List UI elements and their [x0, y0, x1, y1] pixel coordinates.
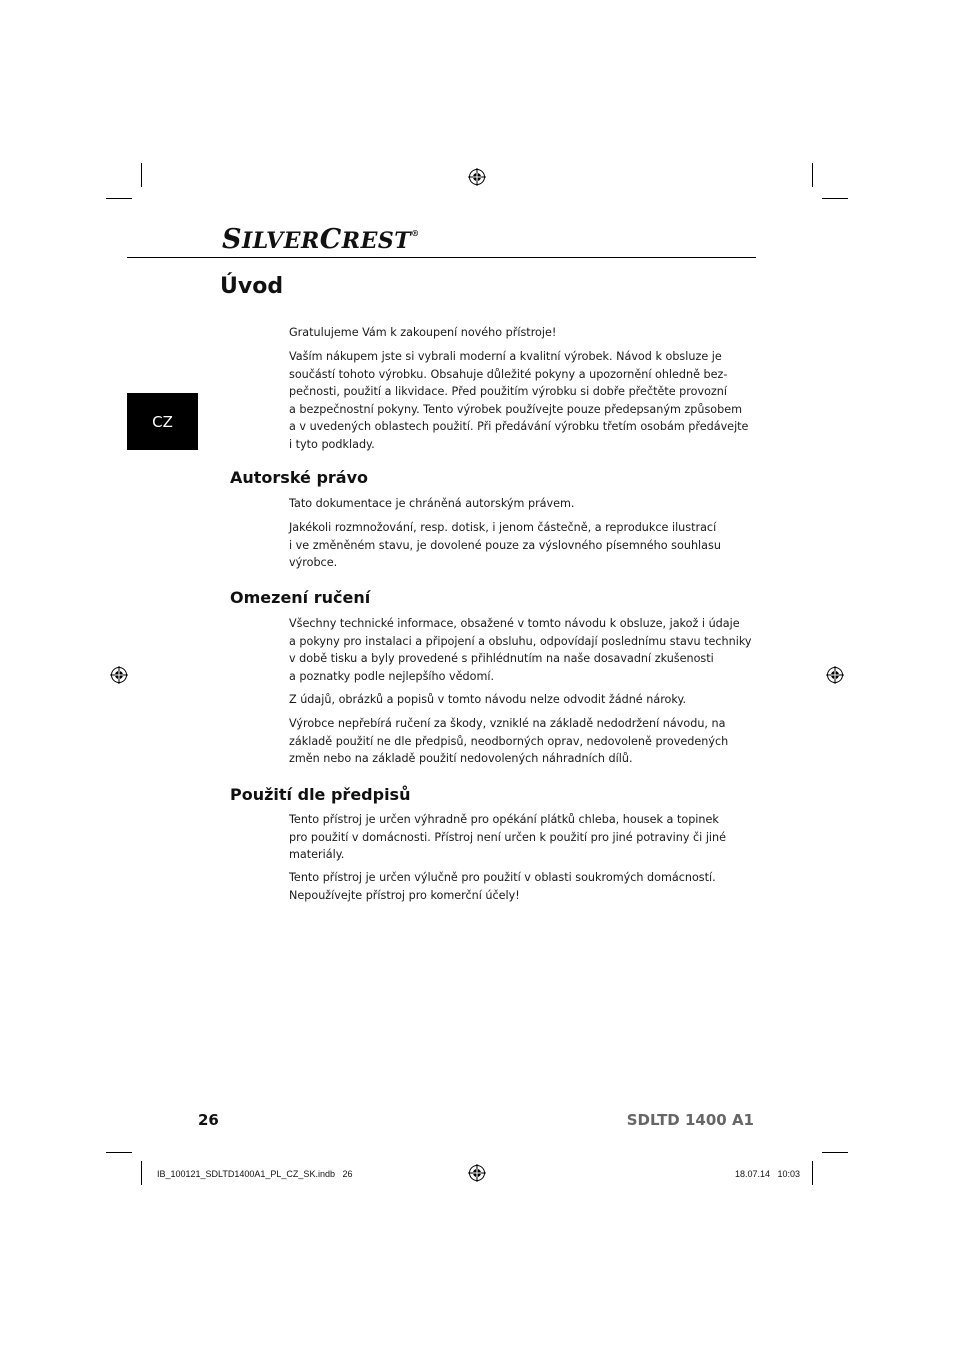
crop-mark	[106, 198, 132, 199]
crop-mark	[812, 163, 813, 187]
print-slug-file: IB_100121_SDLTD1400A1_PL_CZ_SK.indb 26	[157, 1169, 353, 1179]
registration-mark-icon	[468, 168, 486, 186]
print-slug-date: 18.07.14 10:03	[735, 1169, 801, 1179]
section-paragraph: Z údajů, obrázků a popisů v tomto návodu nelze odvodit žádné nároky.	[289, 693, 687, 706]
intro-paragraph: Gratulujeme Vám k zakoupení nového přístroje!	[289, 326, 557, 339]
page-title: Úvod	[220, 274, 284, 299]
section-heading: Autorské právo	[230, 468, 369, 487]
crop-mark	[141, 163, 142, 187]
section-heading: Omezení ručení	[230, 588, 371, 607]
crop-mark	[812, 1161, 813, 1185]
page-number: 26	[198, 1111, 219, 1129]
language-tab: CZ	[127, 393, 198, 450]
silvercrest-logo: SILVERCREST®	[222, 224, 420, 255]
section-paragraph: Tento přístroj je určen výlučně pro použití v oblasti soukromých domácností. Nepoužívejte přístroj pro komerční účely!	[289, 871, 716, 902]
intro-paragraph: Vaším nákupem jste si vybrali moderní a kvalitní výrobek. Návod k obsluze je součástí tohoto výrobku. Obsahuje důležité pokyny a upozornění ohledně bez- pečnosti, použití a likvidace. Před použitím výrobku si dobře přečtěte provozní a bezpečnostní pokyny. Tento výrobek používejte pouze předepsaným způsobem a v uvedených oblastech použití. Při předávání výrobku třetím osobám předávejte i tyto podklady.	[289, 350, 749, 451]
model-name: SDLTD 1400 A1	[626, 1111, 754, 1129]
section-paragraph: Tato dokumentace je chráněná autorským právem.	[289, 497, 575, 510]
crop-mark	[822, 198, 848, 199]
crop-mark	[106, 1152, 132, 1153]
header-rule	[127, 257, 756, 258]
section-heading: Použití dle předpisů	[230, 785, 411, 804]
registration-mark-icon	[826, 666, 844, 684]
section-paragraph: Výrobce nepřebírá ručení za škody, vzniklé na základě nedodržení návodu, na základě použití ne dle předpisů, neodborných oprav, nedovoleně provedených změn nebo na základě použití nedovolených náhradních dílů.	[289, 717, 729, 765]
registration-mark-icon	[110, 666, 128, 684]
crop-mark	[141, 1161, 142, 1185]
registration-mark-icon	[468, 1164, 486, 1182]
section-paragraph: Jakékoli rozmnožování, resp. dotisk, i jenom částečně, a reprodukce ilustrací i ve změněném stavu, je dovolené pouze za výslovného písemného souhlasu výrobce.	[289, 521, 721, 569]
section-paragraph: Všechny technické informace, obsažené v tomto návodu k obsluze, jakož i údaje a pokyny pro instalaci a připojení a obsluhu, odpovídají poslednímu stavu techniky v době tisku a byly provedené s přihlédnutím na naše dosavadní zkušenosti a poznatky podle nejlepšího vědomí.	[289, 617, 752, 683]
crop-mark	[822, 1152, 848, 1153]
section-paragraph: Tento přístroj je určen výhradně pro opékání plátků chleba, housek a topinek pro použití v domácnosti. Přístroj není určen k použití pro jiné potraviny či jiné materiály.	[289, 813, 727, 861]
